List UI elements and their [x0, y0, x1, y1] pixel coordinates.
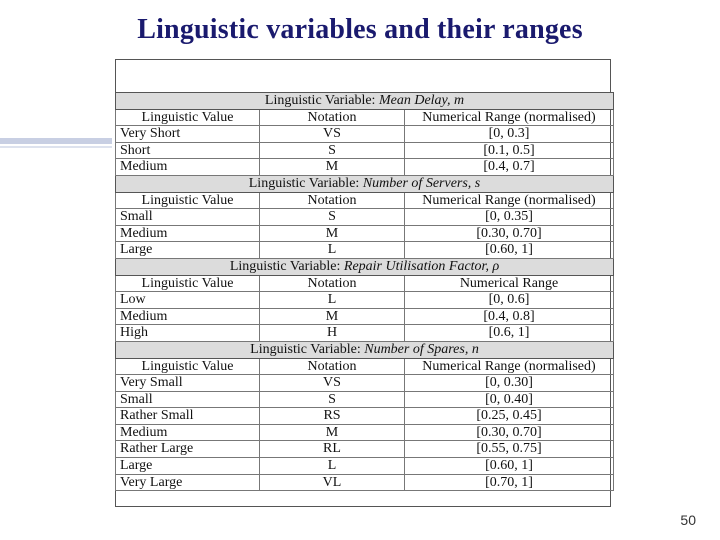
range-cell: [0.60, 1] — [405, 242, 614, 259]
table-row — [116, 142, 614, 159]
range-cell: [0.6, 1] — [405, 325, 614, 342]
notation-cell: RL — [260, 441, 405, 458]
linguistic-value-cell: Rather Large — [116, 441, 260, 458]
notation-cell: S — [260, 391, 405, 408]
linguistic-value-cell: Large — [116, 242, 260, 259]
table-row — [116, 308, 614, 325]
table-row — [116, 391, 614, 408]
range-cell: [0.4, 0.8] — [405, 308, 614, 325]
linguistic-value-cell: Medium — [116, 159, 260, 176]
variable-prefix: Linguistic Variable: — [250, 341, 365, 357]
column-header: Notation — [260, 192, 405, 209]
linguistic-value-cell: Large — [116, 458, 260, 475]
variable-section-row — [116, 258, 614, 275]
linguistic-value-cell: Medium — [116, 424, 260, 441]
table-row — [116, 458, 614, 475]
notation-cell: M — [260, 159, 405, 176]
notation-cell: VS — [260, 375, 405, 392]
column-header: Numerical Range (normalised) — [405, 358, 614, 375]
linguistic-value-cell: Very Short — [116, 126, 260, 143]
range-cell: [0.1, 0.5] — [405, 142, 614, 159]
linguistic-variables-table — [115, 92, 613, 491]
variable-title-cell — [116, 258, 614, 275]
notation-cell: VS — [260, 126, 405, 143]
column-header: Linguistic Value — [116, 192, 260, 209]
table-row — [116, 292, 614, 309]
notation-cell: RS — [260, 408, 405, 425]
notation-cell: L — [260, 242, 405, 259]
column-header-row — [116, 109, 614, 126]
variable-prefix: Linguistic Variable: — [264, 93, 379, 108]
column-header-row — [116, 358, 614, 375]
linguistic-value-cell: Medium — [116, 225, 260, 242]
variable-name: Mean Delay, m — [378, 93, 465, 108]
variable-section-row — [116, 93, 614, 110]
variable-title-cell — [116, 93, 614, 110]
column-header: Linguistic Value — [116, 275, 260, 292]
table-row — [116, 159, 614, 176]
variable-title-cell — [116, 175, 614, 192]
range-cell: [0, 0.6] — [405, 292, 614, 309]
table-row — [116, 126, 614, 143]
column-header: Notation — [260, 109, 405, 126]
column-header: Numerical Range (normalised) — [405, 109, 614, 126]
linguistic-value-cell: Very Large — [116, 474, 260, 491]
linguistic-value-cell: Low — [116, 292, 260, 309]
range-cell: [0.25, 0.45] — [405, 408, 614, 425]
column-header: Notation — [260, 358, 405, 375]
variable-section-row — [116, 341, 614, 358]
decorative-bar — [0, 138, 112, 144]
range-cell: [0, 0.40] — [405, 391, 614, 408]
variable-name: Number of Servers, s — [362, 175, 481, 191]
table-row — [116, 225, 614, 242]
linguistic-value-cell: Medium — [116, 308, 260, 325]
column-header: Numerical Range — [405, 275, 614, 292]
table-row — [116, 325, 614, 342]
table-row — [116, 375, 614, 392]
range-cell: [0.4, 0.7] — [405, 159, 614, 176]
variable-prefix: Linguistic Variable: — [248, 175, 363, 191]
page-title: Linguistic variables and their ranges — [137, 14, 583, 45]
table-row — [116, 209, 614, 226]
range-cell: [0.30, 0.70] — [405, 225, 614, 242]
table-row — [116, 441, 614, 458]
notation-cell: M — [260, 225, 405, 242]
column-header: Linguistic Value — [116, 358, 260, 375]
column-header-row — [116, 275, 614, 292]
table-row — [116, 242, 614, 259]
linguistic-value-cell: Very Small — [116, 375, 260, 392]
linguistic-value-cell: Rather Small — [116, 408, 260, 425]
range-cell: [0.30, 0.70] — [405, 424, 614, 441]
range-cell: [0, 0.35] — [405, 209, 614, 226]
variable-name: Number of Spares, n — [364, 341, 479, 357]
notation-cell: S — [260, 209, 405, 226]
notation-cell: M — [260, 424, 405, 441]
column-header-row — [116, 192, 614, 209]
notation-cell: H — [260, 325, 405, 342]
linguistic-value-cell: Small — [116, 391, 260, 408]
range-cell: [0, 0.3] — [405, 126, 614, 143]
notation-cell: S — [260, 142, 405, 159]
range-cell: [0.60, 1] — [405, 458, 614, 475]
variable-name: Repair Utilisation Factor, ρ — [343, 258, 500, 274]
linguistic-value-cell: Short — [116, 142, 260, 159]
table-row — [116, 474, 614, 491]
notation-cell: M — [260, 308, 405, 325]
range-cell: [0.55, 0.75] — [405, 441, 614, 458]
decorative-line — [0, 146, 112, 148]
linguistic-value-cell: Small — [116, 209, 260, 226]
variable-prefix: Linguistic Variable: — [229, 258, 344, 274]
notation-cell: L — [260, 458, 405, 475]
range-cell: [0.70, 1] — [405, 474, 614, 491]
range-cell: [0, 0.30] — [405, 375, 614, 392]
notation-cell: VL — [260, 474, 405, 491]
linguistic-value-cell: High — [116, 325, 260, 342]
column-header: Numerical Range (normalised) — [405, 192, 614, 209]
table-row — [116, 408, 614, 425]
page-number: 50 — [680, 512, 696, 528]
notation-cell: L — [260, 292, 405, 309]
column-header: Notation — [260, 275, 405, 292]
variable-section-row — [116, 175, 614, 192]
table-row — [116, 424, 614, 441]
column-header: Linguistic Value — [116, 109, 260, 126]
variable-title-cell — [116, 341, 614, 358]
